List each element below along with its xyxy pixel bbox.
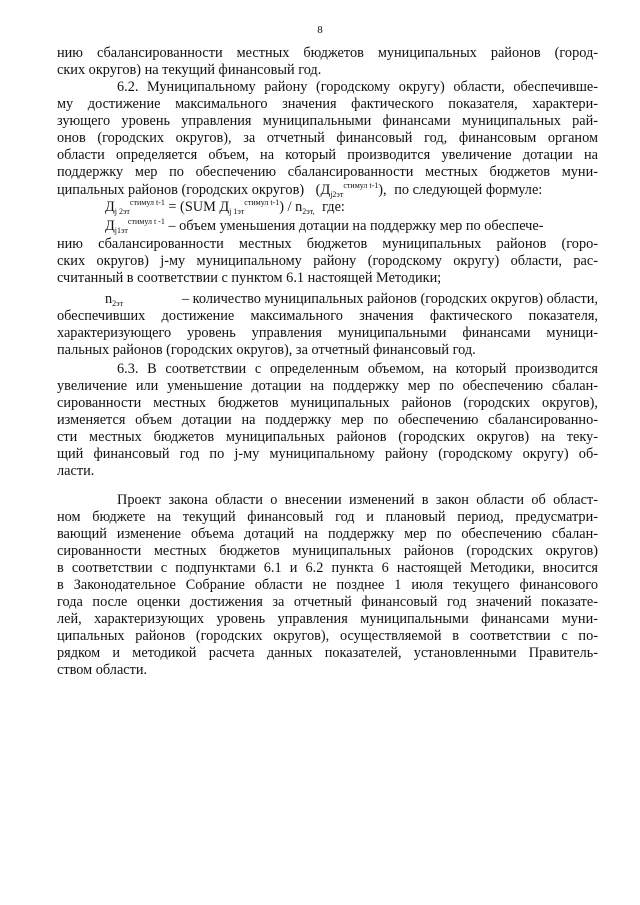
text-line: области определяется объем, на который производится увеличение дотации на: [57, 147, 598, 163]
text-line: в Законодательное Собрание области не позднее 1 июля текущего финансового: [57, 577, 598, 593]
text-line: ских округов) j-му муниципальному району (городскому округу) области, рас-: [57, 253, 598, 269]
symbol-fragment: $(Д_{j2эт}^{стимул t-1})$,: [315, 181, 387, 199]
text-line: ласти.: [57, 463, 95, 479]
text-line: 6.2. Муниципальному району (городскому округу) области, обеспечивше-: [117, 79, 598, 95]
text-line: зующего уровень управления муниципальными финансами муниципальных рай-: [57, 113, 598, 129]
text-line: вающий изменение объема дотаций на поддержку мер по обеспечению сбалан-: [57, 526, 598, 542]
text-line: ством области.: [57, 662, 148, 678]
text-line: в соответствии с подпунктами 6.1 и 6.2 пункта 6 настоящей Методики, вносится: [57, 560, 598, 576]
text-line: года после оценки достижения за отчетный финансовый год значений показате-: [57, 594, 598, 610]
text-line: 6.3. В соответствии с определенным объемом, на который производится: [117, 361, 598, 377]
text-line: изменяется объем дотации на поддержку мер по обеспечению сбалансированно-: [57, 412, 598, 428]
text-line: сти местных бюджетов муниципальных районов (городских округов) на теку-: [57, 429, 598, 445]
text-line: нию сбалансированности местных бюджетов муниципальных районов (горо-: [57, 236, 598, 252]
text-line: считанный в соответствии с пунктом 6.1 настоящей Методики;: [57, 270, 442, 286]
page-number: 8: [317, 24, 323, 36]
text-line: Проект закона области о внесении изменений в закон области об област-: [117, 492, 598, 508]
text-line: поддержку мер по обеспечению сбалансированности местных бюджетов муни-: [57, 164, 598, 180]
text-line: нию сбалансированности местных бюджетов муниципальных районов (город-: [57, 45, 598, 61]
text-line: ципальных районов (городских округов), осуществляемой в соответствии с по-: [57, 628, 598, 644]
text-line: лей, характеризующих уровень управления муниципальными финансами муни-: [57, 611, 598, 627]
text-line: сированности местных бюджетов муниципальных районов (городских округов),: [57, 395, 598, 411]
text-fragment: по следующей формуле:: [394, 182, 543, 198]
text-line: сированности местных бюджетов муниципальных районов (городских округов): [57, 543, 598, 559]
text-line: обеспечивших достижение максимального значения фактического показателя,: [57, 308, 598, 324]
text-line: характеризующего уровень управления муниципальными финансами муници-: [57, 325, 598, 341]
text-fragment: ципальных районов (городских округов): [57, 182, 305, 198]
text-line: рядком и методикой расчета данных показателей, установленными Правитель-: [57, 645, 598, 661]
n-definition-line: $n_{2эт}$ – количество муниципальных районов (городских округов) области,: [105, 291, 598, 308]
main-formula: $Д_{j 2эт}^{стимул t-1} = (SUM$ $Д_{j 1эт}^{стимул t-1}) / n_{2эт,}$ где:: [105, 198, 345, 216]
text-line: ских округов) на текущий финансовый год.: [57, 62, 322, 78]
text-line: ном бюджете на текущий финансовый год и плановый период, предусматри-: [57, 509, 598, 525]
text-line: щий финансовый год по j-му муниципальному району (городскому округу) об-: [57, 446, 598, 462]
text-line: увеличение или уменьшение дотации на поддержку мер по обеспечению сбалан-: [57, 378, 598, 394]
text-line-with-symbol: [57, 182, 542, 199]
definition-line: $Д_{j1эт}^{стимул t -1}$ – объем уменьшения дотации на поддержку мер по обеспече-: [105, 217, 544, 235]
text-line: пальных районов (городских округов), за отчетный финансовый год.: [57, 342, 476, 358]
text-line: онов (городских округов), за отчетный финансовый год, финансовым органом: [57, 130, 598, 146]
text-line: му достижение максимального значения фактического показателя, характери-: [57, 96, 598, 112]
